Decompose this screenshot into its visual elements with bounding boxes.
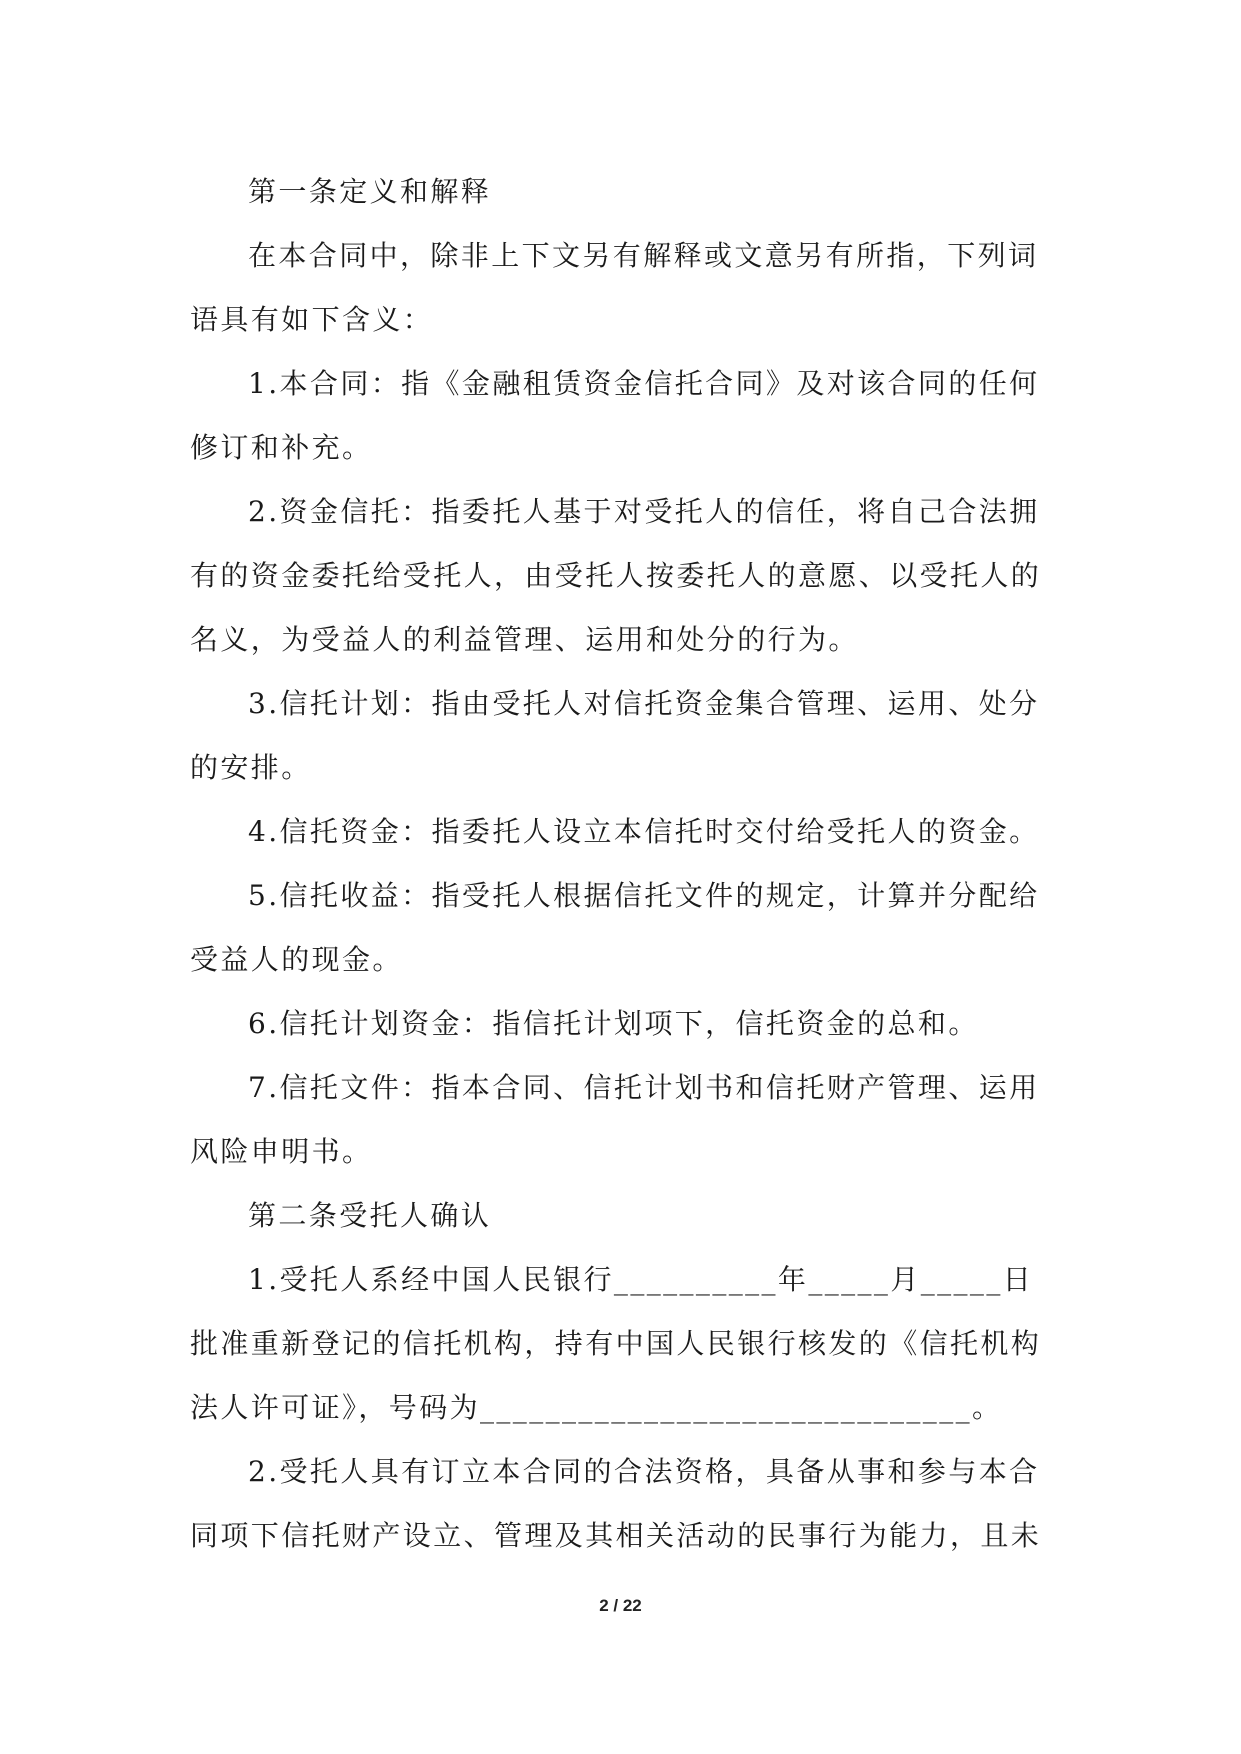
section-heading-2: 第二条受托人确认 xyxy=(248,1199,492,1232)
section-heading-1: 第一条定义和解释 xyxy=(248,175,492,208)
definition-item-1: 1.本合同：指《金融租赁资金信托合同》及对该合同的任何修订和补充。 xyxy=(190,367,1040,464)
definition-item-6: 6.信托计划资金：指信托计划项下，信托资金的总和。 xyxy=(248,1007,979,1040)
document-body xyxy=(190,160,1050,1568)
trustee-confirmation-item-2: 2.受托人具有订立本合同的合法资格，具备从事和参与本合同项下信托财产设立、管理及其相关活动的民事行为能力，且未 xyxy=(190,1455,1042,1552)
definition-item-3: 3.信托计划：指由受托人对信托资金集合管理、运用、处分的安排。 xyxy=(190,687,1040,784)
page-number: 2 / 22 xyxy=(599,1596,642,1615)
trustee-confirmation-item-1: 1.受托人系经中国人民银行__________年_____月_____日批准重新登记的信托机构，持有中国人民银行核发的《信托机构法人许可证》，号码为______________________________。 xyxy=(190,1263,1042,1424)
definition-item-5: 5.信托收益：指受托人根据信托文件的规定，计算并分配给受益人的现金。 xyxy=(190,879,1040,976)
definition-item-7: 7.信托文件：指本合同、信托计划书和信托财产管理、运用风险申明书。 xyxy=(190,1071,1040,1168)
definition-item-4: 4.信托资金：指委托人设立本信托时交付给受托人的资金。 xyxy=(248,815,1040,848)
paragraph-intro: 在本合同中，除非上下文另有解释或文意另有所指，下列词语具有如下含义： xyxy=(190,239,1039,336)
definition-item-2: 2.资金信托：指委托人基于对受托人的信任，将自己合法拥有的资金委托给受托人，由受托人按委托人的意愿、以受托人的名义，为受益人的利益管理、运用和处分的行为。 xyxy=(190,495,1042,656)
